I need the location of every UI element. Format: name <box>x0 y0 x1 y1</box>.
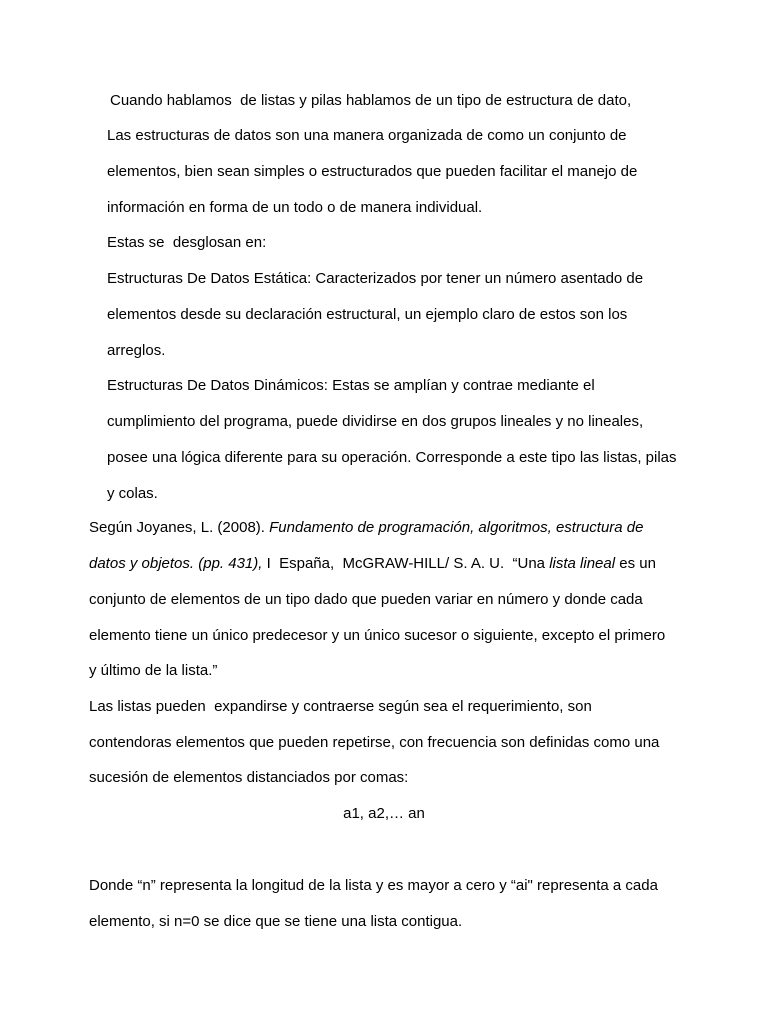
text-line: posee una lógica diferente para su operación. Corresponde a este tipo las listas, pilas <box>107 449 677 466</box>
text-line: Estructuras De Datos Estática: Caracterizados por tener un número asentado de <box>107 270 644 287</box>
citation-term: lista lineal <box>549 555 616 572</box>
citation-title: Fundamento de programación, algoritmos, estructura de <box>269 519 644 536</box>
text-line: arreglos. <box>107 342 166 359</box>
text-line: Estructuras De Datos Dinámicos: Estas se amplían y contrae mediante el <box>107 377 595 394</box>
citation-line <box>89 554 656 574</box>
text-line: Las estructuras de datos son una manera organizada de como un conjunto de <box>107 127 627 144</box>
text-line: elemento tiene un único predecesor y un único sucesor o siguiente, excepto el primero <box>89 627 666 644</box>
text-line: cumplimiento del programa, puede dividirse en dos grupos lineales y no lineales, <box>107 413 644 430</box>
text-line: Donde “n” representa la longitud de la lista y es mayor a cero y “ai" representa a cada <box>89 877 658 894</box>
citation-line <box>89 518 644 538</box>
text-line: información en forma de un todo o de manera individual. <box>107 199 483 216</box>
text-line: y último de la lista.” <box>89 662 218 679</box>
text-line: elementos, bien sean simples o estructurados que pueden facilitar el manejo de <box>107 163 638 180</box>
text-line: Cuando hablamos de listas y pilas hablamos de un tipo de estructura de dato, <box>110 92 632 109</box>
text-line: y colas. <box>107 485 158 502</box>
citation-title-cont: datos y objetos. (pp. 431), <box>89 555 263 572</box>
citation-quote: es un <box>615 555 656 572</box>
text-line: contendoras elementos que pueden repetirse, con frecuencia son definidas como una <box>89 734 660 751</box>
text-line: conjunto de elementos de un tipo dado que pueden variar en número y donde cada <box>89 591 643 608</box>
text-line: sucesión de elementos distanciados por comas: <box>89 769 409 786</box>
citation-author: Según Joyanes, L. (2008). <box>89 519 270 536</box>
text-line: Las listas pueden expandirse y contraerse según sea el requerimiento, son <box>89 698 592 715</box>
formula: a1, a2,… an <box>343 805 425 822</box>
text-line: Estas se desglosan en: <box>107 234 267 251</box>
text-line: elemento, si n=0 se dice que se tiene una lista contigua. <box>89 913 463 930</box>
citation-publisher: I España, McGRAW-HILL/ S. A. U. “Una <box>262 555 550 572</box>
text-line: elementos desde su declaración estructural, un ejemplo claro de estos son los <box>107 306 628 323</box>
